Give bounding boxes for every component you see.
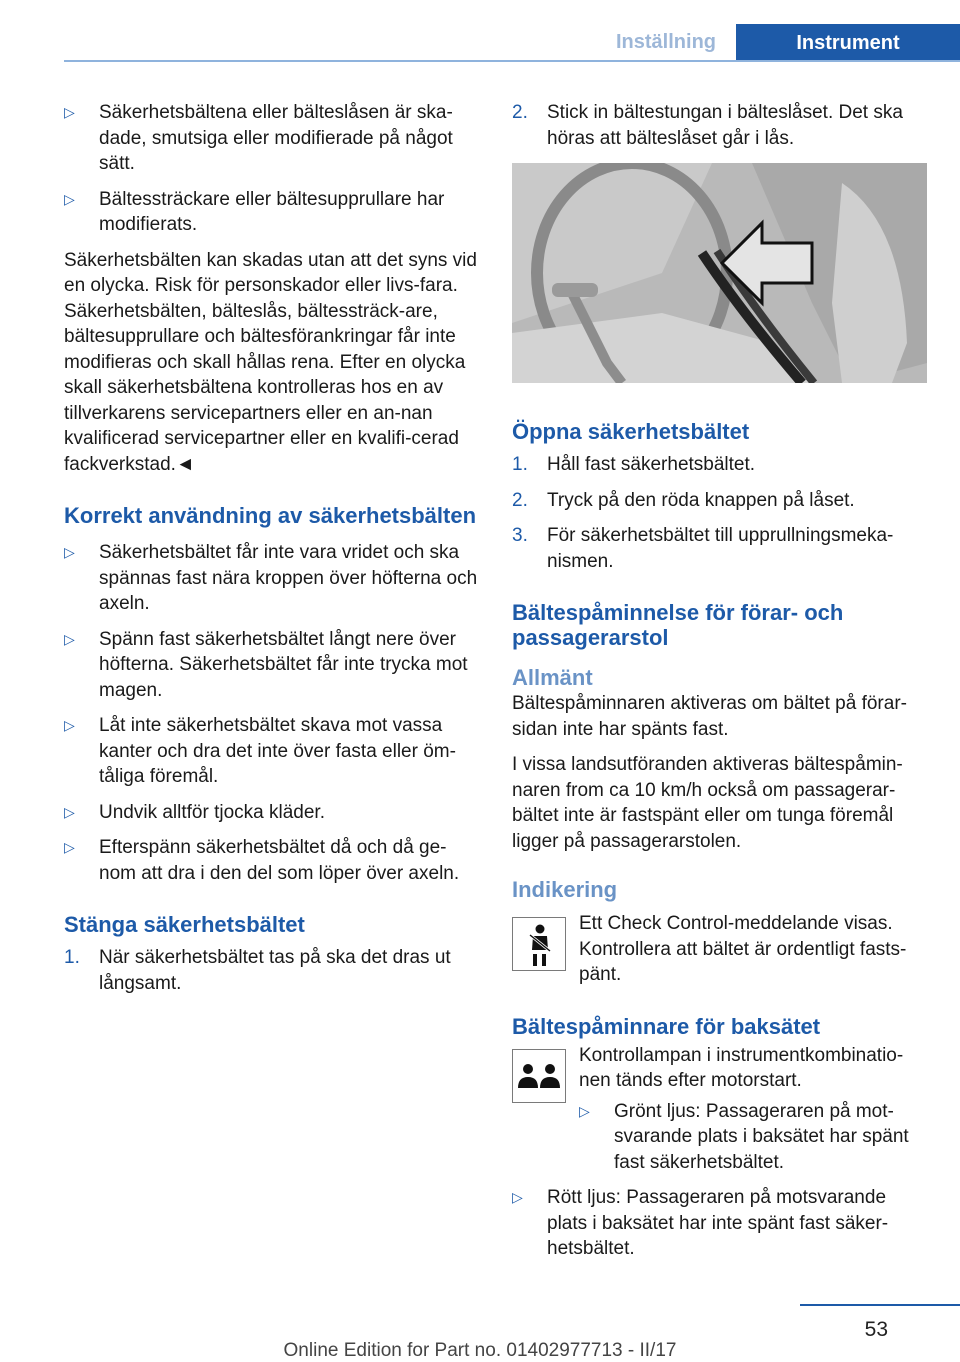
page-number: 53 xyxy=(864,1318,888,1341)
triangle-bullet-icon: ▷ xyxy=(64,630,75,647)
reminder-para-2: I vissa landsutföranden aktiveras bältespåmin-naren from ca 10 km/h också om passagerar-bältet inte är fastspänt eller om tunga föremål ligger på passagerarstolen. xyxy=(512,754,903,852)
list-item: ▷ Säkerhetsbältet får inte vara vridet och ska spännas fast nära kroppen över höfterna och axeln. xyxy=(64,542,478,614)
list-item: 2. Stick in bältestungan i bälteslåset. Det ska höras att bälteslåset går i lås. xyxy=(512,102,903,149)
fasten-steps-continued xyxy=(512,100,930,151)
seatbelt-warning-icon xyxy=(512,917,566,971)
rear-red-list xyxy=(512,1185,930,1262)
reminder-para-1: Bältespåminnaren aktiveras om bältet på förar-sidan inte har spänts fast. xyxy=(512,693,907,740)
triangle-bullet-icon: ▷ xyxy=(64,544,75,560)
correct-use-list xyxy=(64,540,478,886)
list-item: ▷ Låt inte säkerhetsbältet skava mot vassa kanter och dra det inte över fasta eller öm-tåliga föremål. xyxy=(64,715,456,787)
section-heading-correct-use: Korrekt användning av säkerhetsbälten xyxy=(64,503,477,528)
tab-instrument[interactable]: Instrument xyxy=(736,24,960,62)
right-column xyxy=(512,100,930,1272)
rear-row xyxy=(512,1043,930,1099)
page-header xyxy=(64,24,960,62)
section-heading-reminder: Bältespåminnelse för förar- och passagerarstol xyxy=(512,600,844,650)
left-column xyxy=(64,100,478,1006)
header-rule xyxy=(64,60,960,62)
tab-installning[interactable]: Inställning xyxy=(616,30,716,53)
footer-rule xyxy=(800,1304,960,1306)
section-heading-rear: Bältespåminnare för baksätet xyxy=(512,1013,821,1039)
list-item: 1. Håll fast säkerhetsbältet. xyxy=(512,454,756,475)
triangle-bullet-icon: ▷ xyxy=(64,803,75,820)
subheading-general: Allmänt xyxy=(512,665,593,690)
warning-bullets xyxy=(64,100,478,238)
triangle-bullet-icon: ▷ xyxy=(64,717,75,733)
indication-row xyxy=(512,911,930,988)
subheading-indication: Indikering xyxy=(512,877,618,902)
list-item: 2. Tryck på den röda knappen på låset. xyxy=(512,489,855,511)
list-item: 1. När säkerhetsbältet tas på ska det dras ut långsamt. xyxy=(64,947,451,994)
list-item: ▷ Bältessträckare eller bältesupprullare har modifierats. xyxy=(64,188,445,235)
list-item: ▷ Rött ljus: Passageraren på motsvarande plats i baksätet har inte spänt fast säker-hetsbältet. xyxy=(512,1187,889,1259)
warning-paragraph: Säkerhetsbälten kan skadas utan att det syns vid en olycka. Risk för personskador eller livs-fara. Säkerhetsbälten, bälteslås, bältessträck-are, bältesupprullare och bältesförankringar får inte modifieras och skall hållas rena. Efter en olycka skall säkerhetsbältena kontrolleras hos en av tillverkarens servicepartners eller en an-nan kvalificerad servicepartner eller en kvalifi-cerad fackverkstad.◄ xyxy=(64,249,477,475)
open-steps xyxy=(512,452,930,574)
rear-text: Kontrollampan i instrumentkombinatio-nen tänds efter motorstart. xyxy=(579,1044,904,1091)
section-heading-open: Öppna säkerhetsbältet xyxy=(512,419,750,444)
rear-passengers-icon xyxy=(512,1049,566,1103)
footer-edition: Online Edition for Part no. 01402977713 - II/17 xyxy=(283,1340,677,1361)
indication-text: Ett Check Control-meddelande visas. Kontrollera att bältet är ordentligt fasts-pänt. xyxy=(579,913,907,985)
list-item: ▷ Efterspänn säkerhetsbältet då och då ge-nom att dra i den del som löper över axeln. xyxy=(64,837,460,884)
triangle-bullet-icon: ▷ xyxy=(64,839,75,855)
list-item: ▷ Spänn fast säkerhetsbältet långt nere över höfterna. Säkerhetsbältet får inte trycka mot magen. xyxy=(64,628,468,701)
triangle-bullet-icon: ▷ xyxy=(512,1189,523,1205)
fasten-steps xyxy=(64,945,478,996)
section-heading-fasten: Stänga säkerhetsbältet xyxy=(64,912,305,937)
triangle-bullet-icon: ▷ xyxy=(64,104,75,120)
list-item: ▷ Säkerhetsbältena eller bälteslåsen är ska-dade, smutsiga eller modifierade på något sätt. xyxy=(64,102,453,174)
triangle-bullet-icon: ▷ xyxy=(64,190,75,207)
list-item: ▷ Undvik alltför tjocka kläder. xyxy=(64,800,478,826)
seatbelt-buckle-photo xyxy=(512,163,927,383)
triangle-bullet-icon: ▷ xyxy=(579,1102,590,1119)
list-item: ▷ Grönt ljus: Passageraren på mot-svarande plats i baksätet har spänt fast säkerhetsbältet. xyxy=(579,1100,909,1173)
rear-green-list xyxy=(579,1099,930,1176)
list-item: 3. För säkerhetsbältet till upprullningsmeka-nismen. xyxy=(512,525,894,572)
